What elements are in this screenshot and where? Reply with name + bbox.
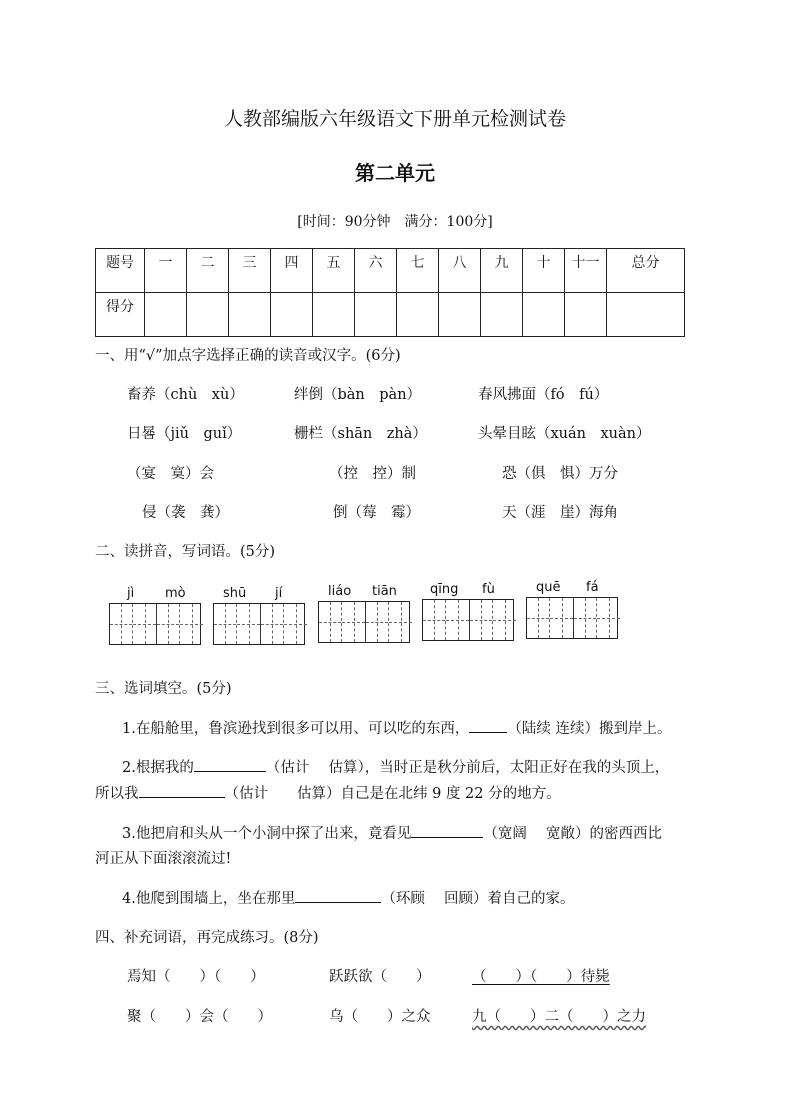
time-info: [时间：90分钟 满分：100分] <box>297 214 493 230</box>
score-table <box>95 248 685 337</box>
score-input-cell[interactable] <box>397 293 439 337</box>
s1-item[interactable]: 栅栏（shān zhà） <box>294 426 427 442</box>
s3-q2 <box>122 756 669 777</box>
score-header-cell: 二 <box>187 249 229 293</box>
s3-q2-options: （估计 估算），当时正是秋分前后，太阳正好在我的头顶上， <box>265 760 670 776</box>
pinyin-label: shū <box>223 586 247 601</box>
s3-q3 <box>122 822 662 843</box>
s1-item[interactable]: 倒（莓 霉） <box>333 505 420 521</box>
score-header-cell: 一 <box>145 249 187 293</box>
score-input-cell[interactable] <box>439 293 481 337</box>
score-input-cell[interactable] <box>523 293 565 337</box>
score-input-cell[interactable] <box>313 293 355 337</box>
score-input-cell[interactable] <box>271 293 313 337</box>
writing-grid[interactable] <box>422 599 514 641</box>
pinyin-label: mò <box>165 586 186 601</box>
writing-grid[interactable] <box>213 603 305 645</box>
s3-q2-line2 <box>95 782 561 803</box>
s1-item[interactable]: 畜养（chù xù） <box>127 387 244 403</box>
answer-blank[interactable] <box>295 888 381 903</box>
s1-item[interactable]: 天（涯 崖）海角 <box>502 505 618 521</box>
s3-q3-options: （宽阔 宽敞）的密西西比 <box>483 826 662 842</box>
section3-title: 三、选词填空。(5分) <box>95 681 232 697</box>
writing-grid[interactable] <box>526 597 618 639</box>
answer-blank[interactable] <box>194 757 266 772</box>
s1-item[interactable]: 日晷（jiǔ guǐ） <box>127 426 242 442</box>
s3-q1 <box>122 717 671 738</box>
score-input-cell[interactable] <box>145 293 187 337</box>
score-header-cell: 三 <box>229 249 271 293</box>
s4-item-underlined[interactable]: （ ）（ ）待毙 <box>472 969 610 985</box>
s1-item[interactable]: （宴 寞）会 <box>127 466 214 482</box>
s3-q4-options: （环顾 回顾）着自己的家。 <box>381 891 575 907</box>
s1-item[interactable]: 绊倒（bàn pàn） <box>294 387 422 403</box>
score-header-cell: 题号 <box>96 249 145 293</box>
score-header-cell: 七 <box>397 249 439 293</box>
pinyin-label: jí <box>275 586 283 601</box>
s4-item[interactable]: 聚（ ）会（ ） <box>127 1009 272 1025</box>
pinyin-label: jì <box>127 586 135 601</box>
s3-q3-line2: 河正从下面滚滚流过! <box>95 851 232 867</box>
score-header-cell: 总分 <box>607 249 685 293</box>
section1-title: 一、用“√”加点字选择正确的读音或汉字。(6分) <box>95 348 401 364</box>
s3-q2-text2: 所以我 <box>95 786 139 802</box>
score-header-cell: 四 <box>271 249 313 293</box>
section4-title: 四、补充词语，再完成练习。(8分) <box>95 930 319 946</box>
score-input-cell[interactable] <box>565 293 607 337</box>
s1-item[interactable]: 头晕目眩（xuán xuàn） <box>478 426 651 442</box>
s4-item[interactable]: 跃跃欲（ ） <box>329 969 431 985</box>
answer-blank[interactable] <box>469 718 507 733</box>
pinyin-label: fá <box>586 580 599 595</box>
s3-q3-text: 3.他把肩和头从一个小洞中探了出来，竟看见 <box>122 826 412 842</box>
score-header-cell: 八 <box>439 249 481 293</box>
score-header-cell: 六 <box>355 249 397 293</box>
s1-item[interactable]: （控 控）制 <box>329 466 416 482</box>
answer-blank[interactable] <box>411 823 483 838</box>
s4-item-wavy[interactable]: 九（ ）二（ ）之力 <box>472 1009 646 1025</box>
pinyin-label: fù <box>482 582 495 597</box>
score-header-cell: 十 <box>523 249 565 293</box>
exam-title: 人教部编版六年级语文下册单元检测试卷 <box>223 108 566 130</box>
pinyin-label: qīng <box>430 582 459 597</box>
score-input-cell[interactable] <box>229 293 271 337</box>
pinyin-label: liáo <box>328 584 352 599</box>
score-input-cell[interactable] <box>187 293 229 337</box>
score-input-cell[interactable] <box>607 293 685 337</box>
s4-item[interactable]: 焉知（ ）（ ） <box>127 969 265 985</box>
writing-grid[interactable] <box>109 603 201 645</box>
writing-grid[interactable] <box>318 601 410 643</box>
score-input-cell[interactable] <box>355 293 397 337</box>
score-table-header-row <box>96 249 685 293</box>
score-input-cell[interactable] <box>481 293 523 337</box>
s1-item[interactable]: 侵（袭 龚） <box>142 505 229 521</box>
s4-item[interactable]: 乌（ ）之众 <box>329 1009 431 1025</box>
s3-q1-options: （陆续 连续）搬到岸上。 <box>507 721 672 737</box>
score-header-cell: 十一 <box>565 249 607 293</box>
s1-item[interactable]: 春风拂面（fó fú） <box>478 387 609 403</box>
s1-item[interactable]: 恐（俱 惧）万分 <box>502 466 618 482</box>
pinyin-label: quē <box>536 580 561 595</box>
answer-blank[interactable] <box>139 783 225 798</box>
score-row-label: 得分 <box>96 293 145 337</box>
score-header-cell: 九 <box>481 249 523 293</box>
s3-q4-text: 4.他爬到围墙上，坐在那里 <box>122 891 296 907</box>
score-table-score-row <box>96 293 685 337</box>
section2-title: 二、读拼音，写词语。(5分) <box>95 544 276 560</box>
s3-q2-text: 2.根据我的 <box>122 760 194 776</box>
s3-q1-text: 1.在船舱里，鲁滨逊找到很多可以用、可以吃的东西， <box>122 721 470 737</box>
s3-q4 <box>122 887 574 908</box>
pinyin-label: tiān <box>372 584 397 599</box>
score-header-cell: 五 <box>313 249 355 293</box>
s3-q2-options2: （估计 估算）自己是在北纬 9 度 22 分的地方。 <box>224 786 561 802</box>
unit-title: 第二单元 <box>355 161 435 185</box>
